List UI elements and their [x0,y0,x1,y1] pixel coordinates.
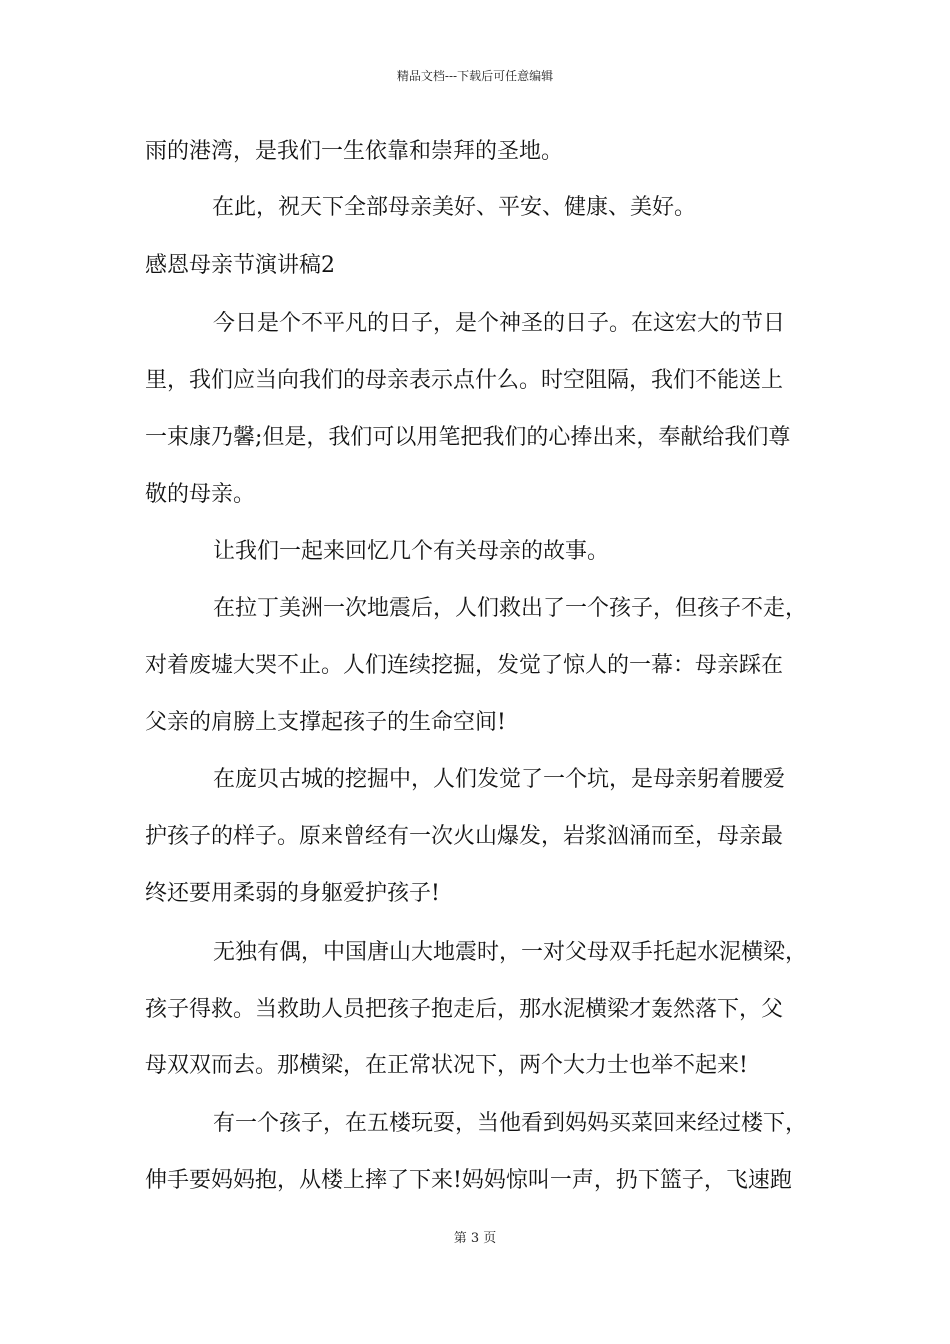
text-line: 让我们一起来回忆几个有关母亲的故事。 [213,539,610,564]
text-line: 母双双而去。那横梁，在正常状况下，两个大力士也举不起来! [145,1053,748,1078]
text-line: 在此，祝天下全部母亲美好、平安、健康、美好。 [212,195,697,220]
text-line: 伸手要妈妈抱，从楼上摔了下来!妈妈惊叫一声，扔下篮子，飞速跑 [145,1168,792,1193]
text-line: 敬的母亲。 [145,482,256,507]
text-line: 对着废墟大哭不止。人们连续挖掘，发觉了惊人的一幕：母亲踩在 [145,653,784,678]
text-line: 在庞贝古城的挖掘中，人们发觉了一个坑，是母亲躬着腰爱 [213,767,786,792]
text-line: 护孩子的样子。原来曾经有一次火山爆发，岩浆汹涌而至，母亲最 [145,824,784,849]
text-line: 父亲的肩膀上支撑起孩子的生命空间! [145,710,506,735]
text-line: 无独有偶，中国唐山大地震时，一对父母双手托起水泥横梁， [213,940,808,965]
text-line: 一束康乃馨;但是，我们可以用笔把我们的心捧出来，奉献给我们尊 [145,425,791,450]
section-heading: 感恩母亲节演讲稿2 [145,253,335,278]
text-line: 里，我们应当向我们的母亲表示点什么。时空阻隔，我们不能送上 [145,368,784,393]
text-line: 有一个孩子，在五楼玩耍，当他看到妈妈买菜回来经过楼下， [213,1111,808,1136]
page-number: 第 3 页 [453,1231,497,1246]
text-line: 孩子得救。当救助人员把孩子抱走后，那水泥横梁才轰然落下，父 [145,997,784,1022]
text-line: 终还要用柔弱的身躯爱护孩子! [145,881,440,906]
page-header: 精品文档---下载后可任意编辑 [396,69,554,83]
text-line: 在拉丁美洲一次地震后，人们救出了一个孩子，但孩子不走， [213,596,808,621]
text-line: 雨的港湾，是我们一生依靠和崇拜的圣地。 [145,139,564,164]
text-line: 今日是个不平凡的日子，是个神圣的日子。在这宏大的节日 [213,311,786,336]
